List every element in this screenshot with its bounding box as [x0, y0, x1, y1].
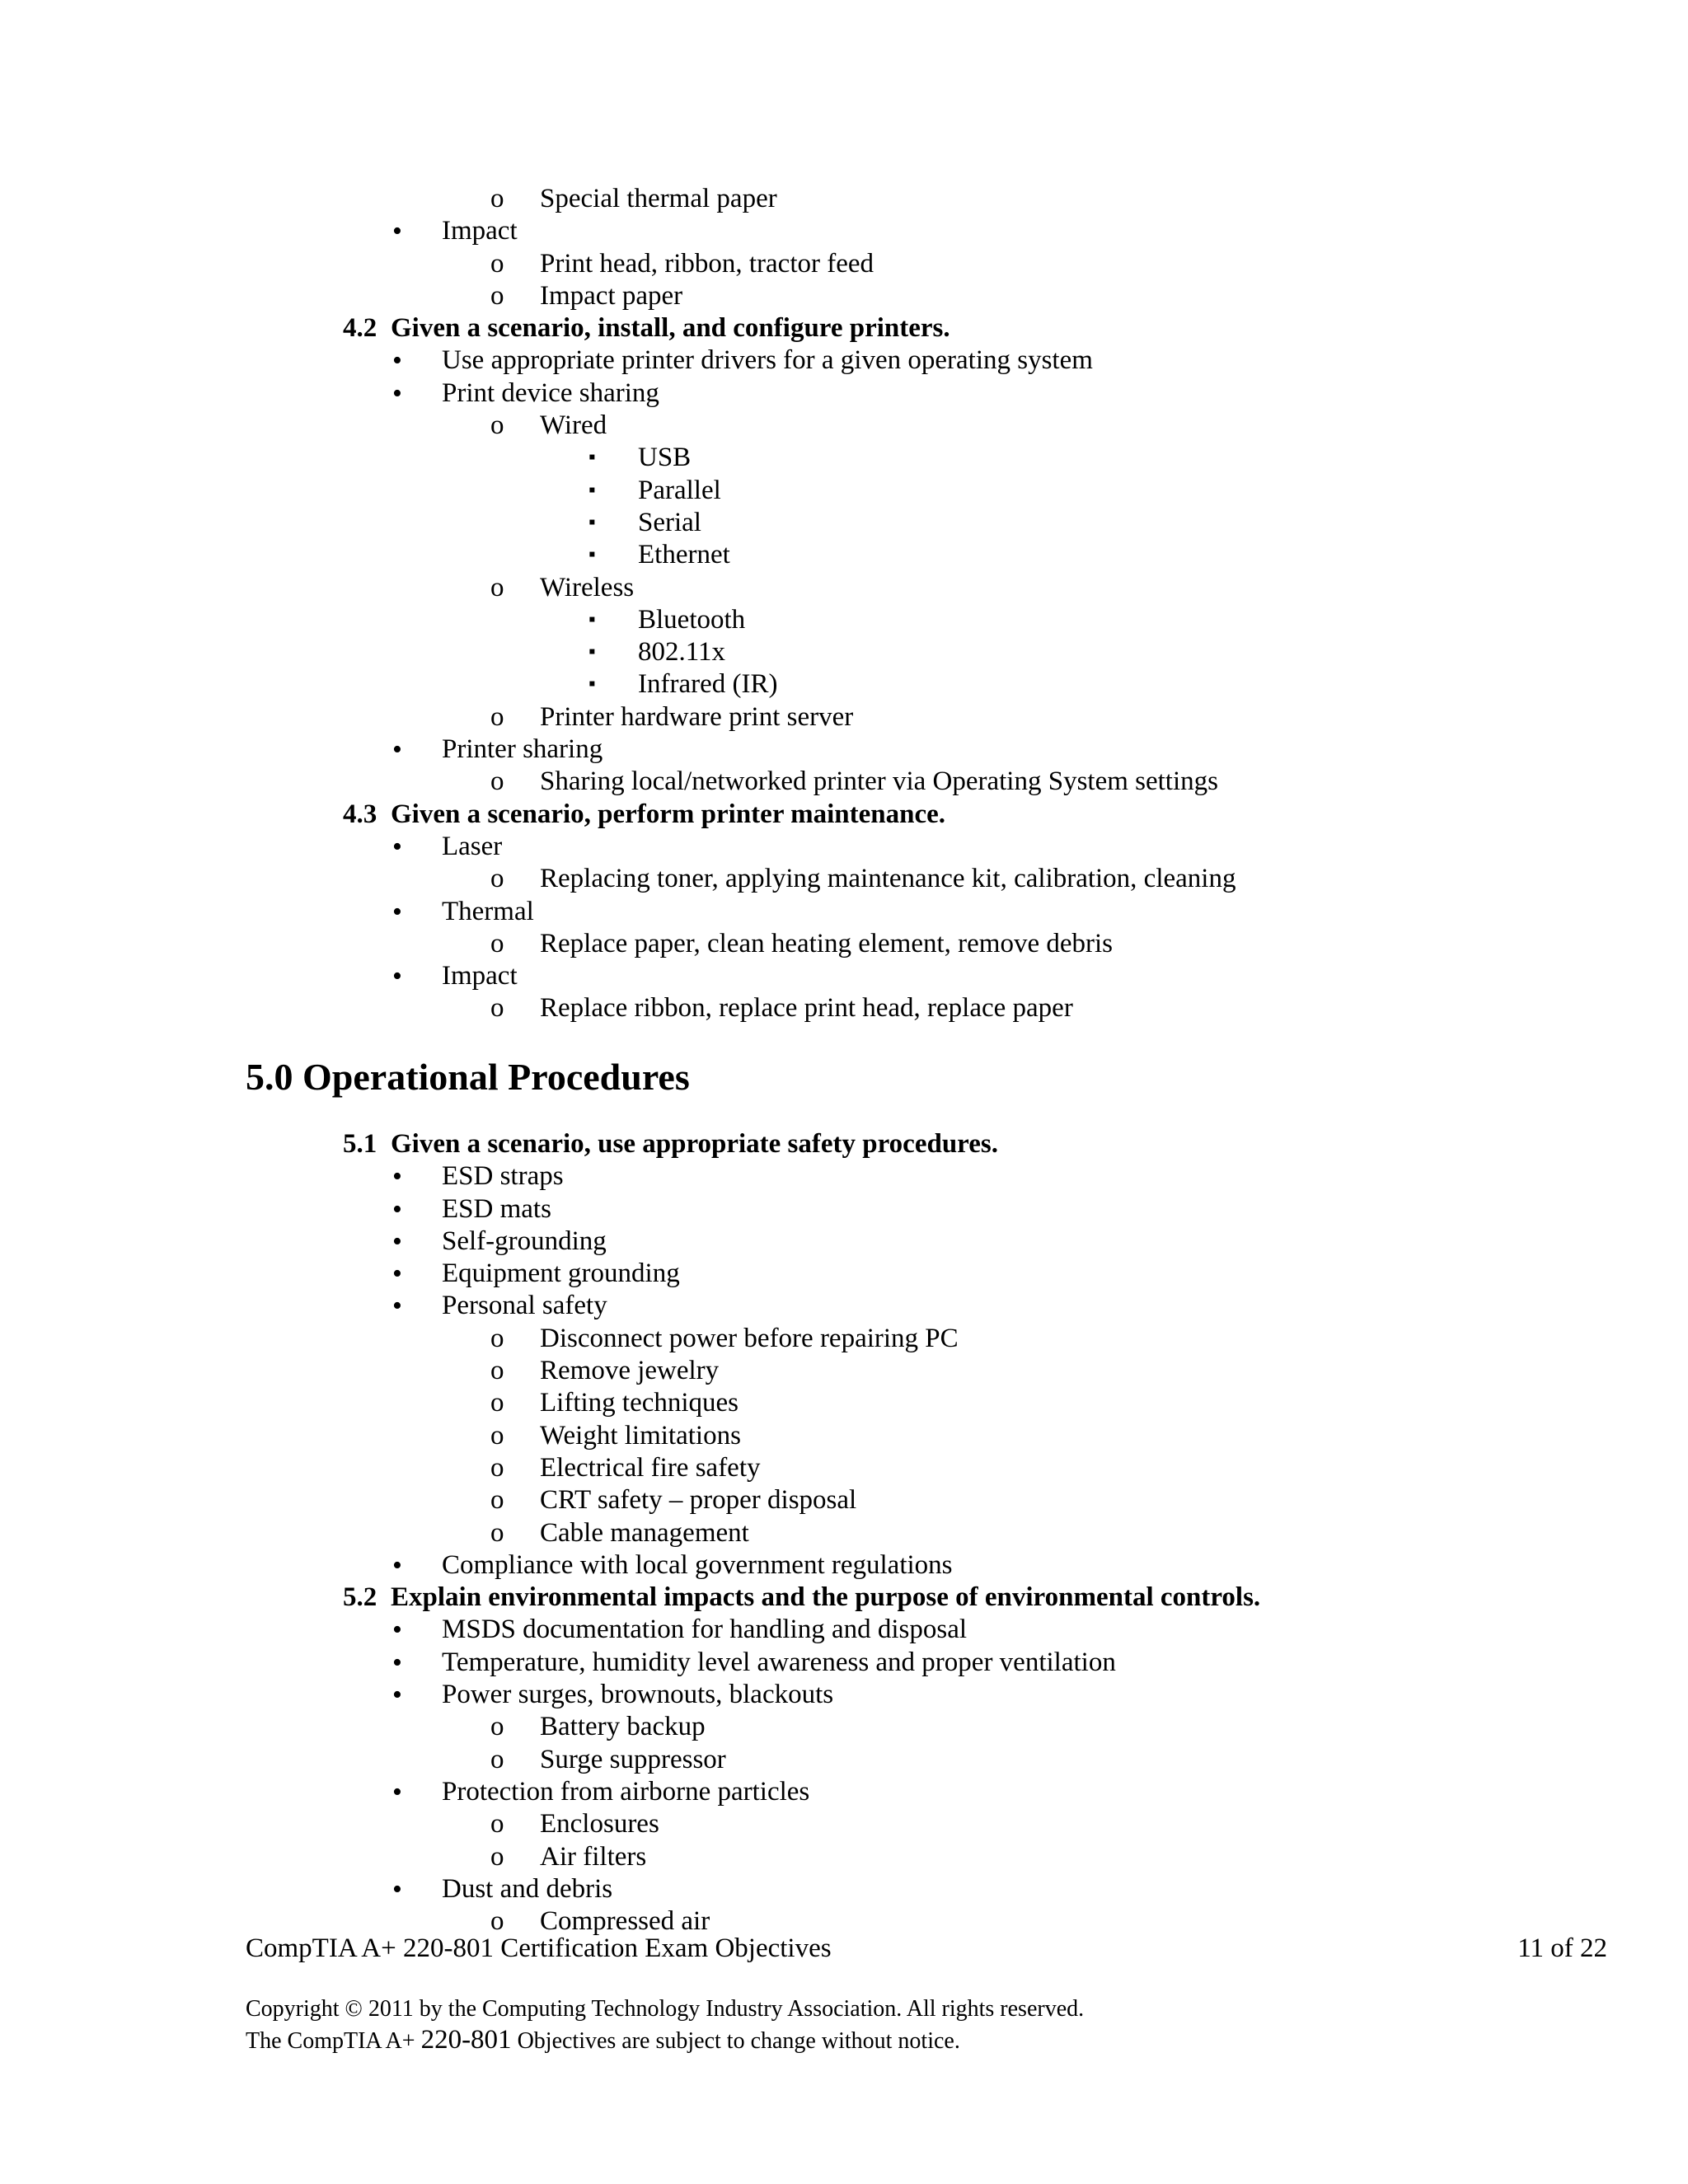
- bullet-icon: o: [490, 993, 504, 1024]
- objective-number: 4.2: [343, 313, 377, 344]
- list-item: [0, 1711, 1688, 1743]
- list-item-text: Wired: [540, 410, 607, 441]
- list-item: [0, 1776, 1688, 1808]
- footer-page-number: 11 of 22: [1517, 1933, 1607, 1963]
- list-item: [0, 539, 1688, 571]
- list-item-text: Remove jewelry: [540, 1356, 720, 1386]
- list-item-text: Personal safety: [442, 1291, 607, 1321]
- change-notice-prefix: The CompTIA A+: [246, 2028, 421, 2054]
- list-item: [0, 928, 1688, 960]
- bullet-icon: •: [392, 1161, 402, 1193]
- objective-title: Given a scenario, perform printer maintenance.: [391, 799, 946, 829]
- list-item: [0, 1452, 1688, 1484]
- list-item: [0, 1808, 1688, 1840]
- bullet-icon: o: [490, 1517, 504, 1548]
- list-item: [0, 992, 1688, 1024]
- bullet-icon: ▪: [588, 608, 596, 630]
- list-item: [0, 1355, 1688, 1387]
- list-item-text: Impact: [442, 216, 518, 246]
- list-item-text: Air filters: [540, 1841, 647, 1872]
- list-item: [0, 863, 1688, 895]
- objective-number: 5.2: [343, 1582, 377, 1613]
- bullet-icon: o: [490, 701, 504, 732]
- list-item-text: Enclosures: [540, 1809, 659, 1840]
- bullet-icon: o: [490, 1323, 504, 1353]
- list-item: [0, 1387, 1688, 1419]
- bullet-icon: •: [392, 1615, 402, 1646]
- list-item: [0, 1841, 1688, 1873]
- list-item: [0, 733, 1688, 766]
- list-item: [0, 1679, 1688, 1711]
- bullet-icon: o: [490, 1452, 504, 1483]
- copyright-notice: Copyright © 2011 by the Computing Technology Industry Association. All rights reserved.: [246, 1996, 1085, 2022]
- bullet-icon: o: [490, 184, 504, 213]
- list-item: [0, 1744, 1688, 1776]
- list-item: [0, 1160, 1688, 1193]
- list-item-text: Compliance with local government regulations: [442, 1549, 953, 1580]
- bullet-icon: o: [490, 1841, 504, 1872]
- bullet-icon: ▪: [588, 544, 596, 566]
- list-item-text: Impact: [442, 961, 518, 991]
- list-item-text: Replace paper, clean heating element, remove debris: [540, 928, 1114, 958]
- bullet-icon: o: [490, 928, 504, 958]
- list-item: [0, 1420, 1688, 1452]
- list-item-text: ESD straps: [442, 1161, 564, 1192]
- list-item: [0, 1873, 1688, 1905]
- list-item: [0, 1193, 1688, 1226]
- list-item: [0, 1226, 1688, 1258]
- list-item: [0, 507, 1688, 539]
- bullet-icon: o: [490, 766, 504, 797]
- list-item: [0, 1647, 1688, 1679]
- bullet-icon: •: [392, 961, 402, 992]
- list-item-text: Protection from airborne particles: [442, 1776, 810, 1807]
- objective-title: Explain environmental impacts and the purpose of environmental controls.: [391, 1582, 1261, 1613]
- objective-heading: [0, 1128, 1688, 1160]
- list-item-text: Disconnect power before repairing PC: [540, 1323, 959, 1353]
- list-item: [0, 604, 1688, 636]
- objective-heading: [0, 799, 1688, 831]
- list-item-text: MSDS documentation for handling and disposal: [442, 1615, 968, 1645]
- bullet-icon: o: [490, 1420, 504, 1451]
- bullet-icon: ▪: [588, 447, 596, 469]
- bullet-icon: o: [490, 1388, 504, 1418]
- list-item: [0, 215, 1688, 247]
- list-item-text: Compressed air: [540, 1906, 710, 1937]
- bullet-icon: •: [392, 1258, 402, 1290]
- list-item: [0, 280, 1688, 312]
- bullet-icon: ▪: [588, 511, 596, 533]
- list-item-text: Special thermal paper: [540, 184, 777, 213]
- list-item: [0, 572, 1688, 604]
- bullet-icon: •: [392, 1193, 402, 1225]
- list-item: [0, 344, 1688, 377]
- list-item: [0, 1517, 1688, 1549]
- list-item-text: USB: [638, 443, 692, 473]
- list-item-text: Sharing local/networked printer via Operating System settings: [540, 766, 1218, 797]
- objective-number: 5.1: [343, 1129, 377, 1159]
- bullet-icon: o: [490, 1744, 504, 1774]
- list-item-text: Impact paper: [540, 280, 683, 311]
- bullet-icon: •: [392, 1647, 402, 1678]
- bullet-icon: •: [392, 734, 402, 766]
- list-item: [0, 1549, 1688, 1582]
- bullet-icon: •: [392, 1226, 402, 1257]
- list-item: [0, 896, 1688, 928]
- list-item-text: Self-grounding: [442, 1226, 607, 1256]
- objective-title: Given a scenario, install, and configure printers.: [391, 313, 950, 344]
- list-item-text: Use appropriate printer drivers for a given operating system: [442, 345, 1093, 376]
- list-item-text: Temperature, humidity level awareness and proper ventilation: [442, 1647, 1116, 1677]
- list-item-text: CRT safety – proper disposal: [540, 1485, 857, 1516]
- list-item: [0, 831, 1688, 863]
- section-heading: 5.0 Operational Procedures: [246, 1056, 690, 1098]
- outline-list-top: [0, 183, 1688, 1025]
- list-item-text: Thermal: [442, 896, 534, 926]
- list-item-text: Power surges, brownouts, blackouts: [442, 1680, 834, 1710]
- list-item-text: Cable management: [540, 1517, 749, 1548]
- list-item: [0, 410, 1688, 442]
- bullet-icon: •: [392, 377, 402, 409]
- list-item-text: ESD mats: [442, 1193, 551, 1224]
- list-item-text: Laser: [442, 831, 503, 861]
- bullet-icon: •: [392, 1776, 402, 1807]
- list-item-text: Replacing toner, applying maintenance kit, calibration, cleaning: [540, 864, 1236, 894]
- list-item-text: Printer sharing: [442, 734, 603, 765]
- list-item-text: Weight limitations: [540, 1420, 741, 1451]
- bullet-icon: ▪: [588, 641, 596, 663]
- list-item: [0, 1484, 1688, 1516]
- change-notice-suffix: Objectives are subject to change without notice.: [511, 2028, 960, 2054]
- bullet-icon: •: [392, 1873, 402, 1905]
- outline-list-bottom: [0, 1128, 1688, 1938]
- objective-title: Given a scenario, use appropriate safety procedures.: [391, 1129, 998, 1159]
- list-item-text: Ethernet: [638, 540, 730, 570]
- list-item: [0, 668, 1688, 701]
- list-item: [0, 377, 1688, 410]
- bullet-icon: ▪: [588, 479, 596, 501]
- objective-heading: [0, 1582, 1688, 1614]
- bullet-icon: •: [392, 345, 402, 377]
- list-item: [0, 183, 1688, 215]
- list-item-text: Infrared (IR): [638, 669, 778, 700]
- list-item: [0, 1614, 1688, 1646]
- list-item: [0, 960, 1688, 992]
- list-item: [0, 701, 1688, 733]
- list-item-text: Serial: [638, 507, 701, 537]
- bullet-icon: o: [490, 1485, 504, 1516]
- list-item-text: Equipment grounding: [442, 1258, 680, 1289]
- bullet-icon: o: [490, 410, 504, 441]
- bullet-icon: •: [392, 1680, 402, 1711]
- footer-document-title: CompTIA A+ 220-801 Certification Exam Objectives: [246, 1933, 832, 1963]
- bullet-icon: o: [490, 280, 504, 311]
- list-item-text: Wireless: [540, 572, 635, 602]
- bullet-icon: o: [490, 1809, 504, 1840]
- list-item-text: Parallel: [638, 475, 721, 505]
- list-item: [0, 1323, 1688, 1355]
- list-item-text: 802.11x: [638, 637, 726, 668]
- bullet-icon: o: [490, 572, 504, 602]
- list-item: [0, 636, 1688, 668]
- bullet-icon: •: [392, 216, 402, 247]
- change-notice-version: 220-801: [420, 2025, 512, 2055]
- list-item: [0, 766, 1688, 798]
- bullet-icon: ▪: [588, 673, 596, 696]
- bullet-icon: •: [392, 1549, 402, 1581]
- bullet-icon: o: [490, 864, 504, 894]
- list-item: [0, 442, 1688, 474]
- list-item: [0, 1290, 1688, 1322]
- list-item-text: Printer hardware print server: [540, 701, 854, 732]
- list-item-text: Print device sharing: [442, 377, 659, 408]
- bullet-icon: •: [392, 1291, 402, 1322]
- list-item-text: Battery backup: [540, 1712, 706, 1742]
- bullet-icon: o: [490, 1356, 504, 1386]
- bullet-icon: o: [490, 1906, 504, 1937]
- list-item-text: Electrical fire safety: [540, 1452, 761, 1483]
- objective-heading: [0, 312, 1688, 344]
- list-item-text: Bluetooth: [638, 604, 746, 635]
- list-item-text: Surge suppressor: [540, 1744, 726, 1774]
- list-item-text: Print head, ribbon, tractor feed: [540, 248, 874, 279]
- list-item: [0, 475, 1688, 507]
- list-item: [0, 248, 1688, 280]
- objective-number: 4.3: [343, 799, 377, 829]
- bullet-icon: o: [490, 248, 504, 279]
- list-item-text: Replace ribbon, replace print head, replace paper: [540, 993, 1073, 1024]
- change-notice: [246, 2025, 960, 2056]
- bullet-icon: o: [490, 1712, 504, 1742]
- list-item: [0, 1258, 1688, 1290]
- bullet-icon: •: [392, 831, 402, 862]
- list-item-text: Dust and debris: [442, 1873, 613, 1904]
- list-item-text: Lifting techniques: [540, 1388, 739, 1418]
- bullet-icon: •: [392, 896, 402, 927]
